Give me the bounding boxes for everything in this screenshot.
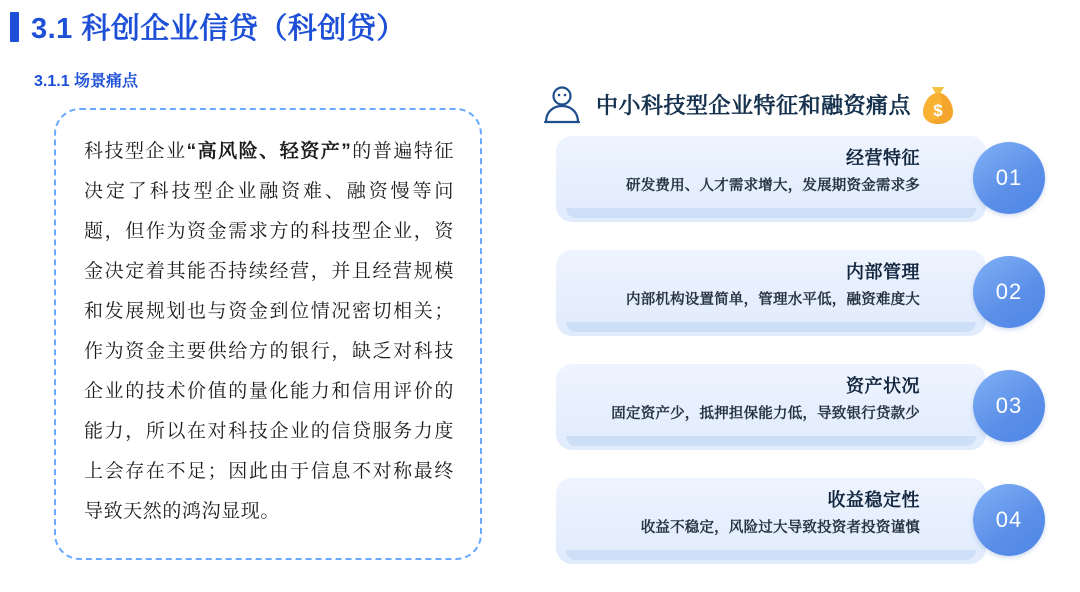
item-title: 资产状况 (846, 376, 920, 396)
panel-header (538, 78, 1058, 130)
item-number-badge: 03 (973, 370, 1045, 442)
item-description: 内部机构设置简单，管理水平低，融资难度大 (626, 292, 920, 308)
item-card[interactable] (556, 250, 986, 336)
item-title: 内部管理 (846, 262, 920, 282)
section-subtitle: 3.1.1 场景痛点 (34, 73, 139, 90)
title-accent-bar (10, 12, 19, 42)
money-bag-icon (921, 83, 955, 125)
item-card[interactable] (556, 478, 986, 564)
item-number-badge: 04 (973, 484, 1045, 556)
item-description: 固定资产少，抵押担保能力低，导致银行贷款少 (611, 406, 920, 422)
person-icon (538, 82, 586, 126)
item-number-badge: 02 (973, 256, 1045, 328)
list-item[interactable] (538, 250, 1063, 350)
characteristics-panel (520, 78, 1065, 578)
list-item[interactable] (538, 136, 1063, 236)
page-title-text: 3.1 科创企业信贷（科创贷） (31, 13, 406, 45)
items-list (538, 136, 1063, 592)
paragraph-rest: 的普遍特征决定了科技型企业融资难、融资慢等问题，但作为资金需求方的科技型企业，资金决定着其能否持续经营，并且经营规模和发展规划也与资金到位情况密切相关；作为资金主要供给方的银行，缺乏对科技企业的技术价值的量化能力和信用评价的能力，所以在对科技企业的信贷服务力度上会存在不足；因此由于信息不对称最终导致天然的鸿沟显现。 (84, 141, 454, 522)
item-description: 研发费用、人才需求增大，发展期资金需求多 (626, 178, 920, 194)
svg-text:$: $ (933, 101, 943, 120)
list-item[interactable] (538, 478, 1063, 578)
list-item[interactable] (538, 364, 1063, 464)
item-description: 收益不稳定，风险过大导致投资者投资谨慎 (640, 520, 920, 536)
paragraph-prefix: 科技型企业 (84, 141, 187, 162)
pain-point-text-box (54, 108, 482, 560)
page-title (10, 6, 406, 47)
item-card[interactable] (556, 364, 986, 450)
paragraph-bold: “高风险、轻资产” (186, 141, 352, 162)
item-title: 经营特征 (846, 148, 920, 168)
item-title: 收益稳定性 (827, 490, 920, 510)
pain-point-paragraph (84, 132, 454, 532)
panel-title-text: 中小科技型企业特征和融资痛点 (596, 92, 912, 118)
item-card[interactable] (556, 136, 986, 222)
item-number-badge: 01 (973, 142, 1045, 214)
